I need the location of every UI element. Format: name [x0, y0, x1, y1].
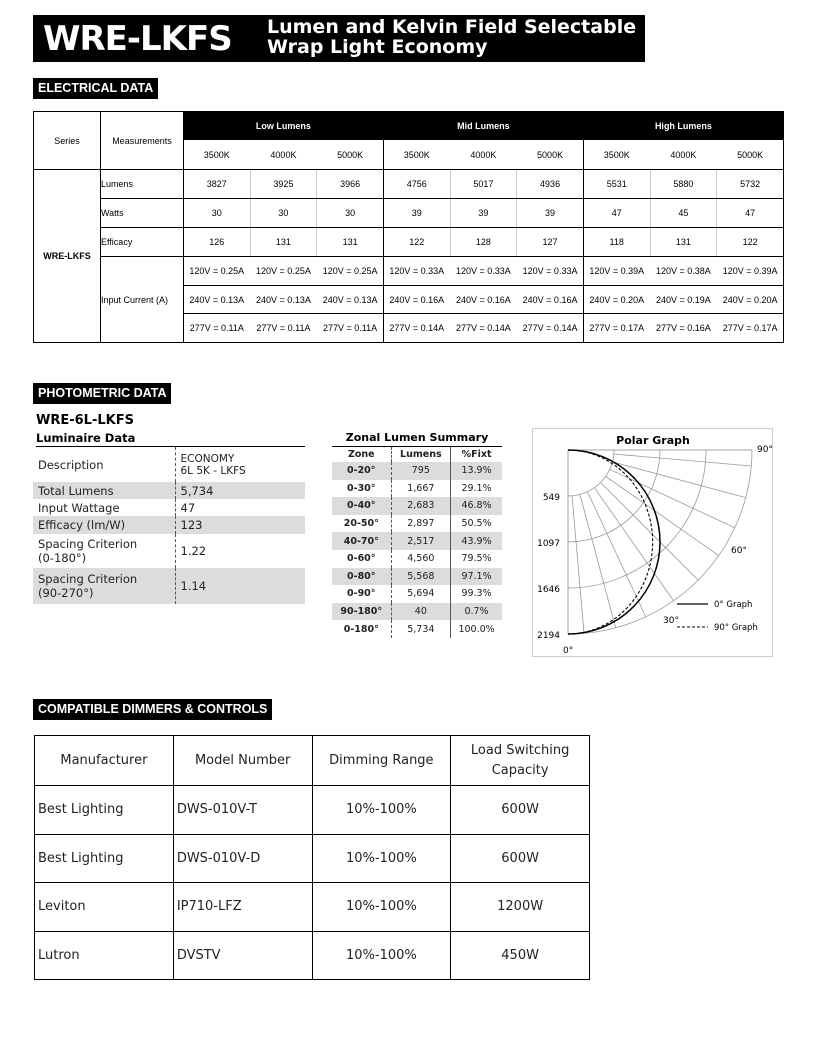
- luminaire-value-line: 1.14: [180, 579, 207, 593]
- dimmer-cell: Best Lighting: [35, 834, 174, 883]
- zonal-row: [332, 497, 502, 515]
- luminaire-row: [33, 568, 305, 604]
- color-temp-cell: 4000K: [450, 140, 517, 170]
- dimmer-row: [35, 931, 590, 980]
- title-banner: [33, 15, 645, 62]
- zonal-cell: 79.5%: [461, 553, 492, 565]
- polar-angle-label: 30°: [663, 616, 679, 626]
- measurement-value: 47: [583, 199, 650, 228]
- measurement-value: 5732: [717, 170, 784, 199]
- polar-radial-label: 549: [542, 493, 560, 503]
- measurement-value: 118: [583, 228, 650, 257]
- color-temp-cell: 3500K: [383, 140, 450, 170]
- input-current-value: 240V = 0.13A: [317, 285, 384, 314]
- luminaire-row: [33, 499, 305, 516]
- photometric-data-heading: PHOTOMETRIC DATA: [33, 383, 171, 404]
- input-current-value: 120V = 0.25A: [250, 257, 317, 286]
- lumen-group-header: High Lumens: [583, 112, 783, 140]
- product-subtitle: [267, 17, 636, 57]
- input-current-value: 240V = 0.16A: [450, 285, 517, 314]
- luminaire-label: [33, 447, 175, 482]
- zonal-cell: 29.1%: [461, 482, 492, 494]
- input-current-value: 277V = 0.14A: [383, 314, 450, 343]
- luminaire-label-line: (90-270°): [38, 586, 94, 600]
- polar-grid-radial: [614, 454, 751, 466]
- dimmers-header: [173, 736, 312, 786]
- input-current-value: 277V = 0.11A: [317, 314, 384, 343]
- zonal-cell: 0-60°: [332, 550, 391, 568]
- polar-angle-label: 90°: [757, 445, 773, 455]
- zonal-header: %Fixt: [461, 449, 492, 460]
- measurement-value: 126: [183, 228, 250, 257]
- measurement-value: 3827: [183, 170, 250, 199]
- measurement-value: 5017: [450, 170, 517, 199]
- dimmers-header-row: [35, 736, 590, 786]
- model-title: WRE-6L-LKFS: [36, 413, 134, 428]
- luminaire-label: [33, 482, 175, 499]
- luminaire-value: [175, 568, 305, 604]
- dimmers-header: [312, 736, 451, 786]
- zonal-cell: 1,667: [391, 480, 451, 498]
- luminaire-label: [33, 568, 175, 604]
- luminaire-label-line: Efficacy (lm/W): [38, 518, 126, 532]
- dimmer-cell: DWS-010V-D: [173, 834, 312, 883]
- luminaire-data-title: Luminaire Data: [36, 431, 305, 447]
- zonal-cell: 40-70°: [332, 532, 391, 550]
- polar-graph-svg: [533, 429, 774, 658]
- dimmer-cell: 1200W: [451, 883, 590, 932]
- luminaire-label: [33, 516, 175, 534]
- dimmer-row: [35, 834, 590, 883]
- zonal-cell: 5,734: [391, 620, 451, 638]
- zonal-cell: 99.3%: [461, 588, 492, 600]
- subtitle-line-1: Lumen and Kelvin Field Selectable: [267, 16, 637, 38]
- zonal-cell: 0-20°: [332, 462, 391, 480]
- input-current-value: 120V = 0.39A: [583, 257, 650, 286]
- electrical-data-table: [33, 111, 784, 343]
- zonal-row: [332, 532, 502, 550]
- measurement-value: 39: [383, 199, 450, 228]
- input-current-value: 120V = 0.33A: [450, 257, 517, 286]
- lumen-group-header: Mid Lumens: [383, 112, 583, 140]
- dimmer-cell: IP710-LFZ: [173, 883, 312, 932]
- dimmers-header-line: Manufacturer: [60, 752, 148, 768]
- zonal-row: [332, 550, 502, 568]
- luminaire-row: [33, 447, 305, 482]
- measurement-label: Lumens: [100, 170, 183, 199]
- polar-grid-radial: [572, 496, 584, 633]
- dimmer-cell: 600W: [451, 786, 590, 835]
- input-current-value: 240V = 0.13A: [183, 285, 250, 314]
- dimmer-cell: Leviton: [35, 883, 174, 932]
- dimmer-cell: 450W: [451, 931, 590, 980]
- measurement-value: 4936: [517, 170, 584, 199]
- zonal-cell: 0.7%: [451, 603, 502, 621]
- zonal-row: [332, 568, 502, 586]
- dimmer-cell: Best Lighting: [35, 786, 174, 835]
- dimmer-cell: 10%-100%: [312, 786, 451, 835]
- polar-radial-label: 2194: [537, 631, 560, 641]
- zonal-header-row: [332, 447, 502, 462]
- polar-legend-label: 0° Graph: [714, 600, 753, 610]
- measurement-value: 122: [383, 228, 450, 257]
- group-header-row: [34, 112, 784, 140]
- measurement-value: 4756: [383, 170, 450, 199]
- input-current-value: 277V = 0.11A: [250, 314, 317, 343]
- series-header: Series: [34, 112, 101, 170]
- luminaire-data-table: [33, 447, 305, 604]
- zonal-cell: 43.9%: [451, 532, 502, 550]
- zonal-row: [332, 515, 502, 533]
- lumen-group-header: Low Lumens: [183, 112, 383, 140]
- measurement-value: 45: [650, 199, 717, 228]
- luminaire-value: [175, 447, 305, 482]
- dimmers-header-line: Capacity: [491, 762, 549, 778]
- measurement-label: Efficacy: [100, 228, 183, 257]
- polar-angle-label: 60°: [731, 546, 747, 556]
- zonal-cell: 97.1%: [451, 568, 502, 586]
- polar-graph: [532, 428, 773, 657]
- input-current-value: 277V = 0.17A: [717, 314, 784, 343]
- dimmers-header-line: Dimming Range: [329, 752, 434, 768]
- luminaire-value: [175, 534, 305, 568]
- zonal-cell: 100.0%: [458, 623, 495, 635]
- dimmers-header-line: Model Number: [194, 752, 291, 768]
- color-temp-cell: 5000K: [317, 140, 384, 170]
- series-name: WRE-LKFS: [34, 170, 101, 343]
- zonal-row: [332, 620, 502, 638]
- measurement-value: 128: [450, 228, 517, 257]
- zonal-cell: 2,897: [391, 515, 451, 533]
- measurement-value: 5531: [583, 170, 650, 199]
- luminaire-value: [175, 482, 305, 499]
- input-current-value: 120V = 0.39A: [717, 257, 784, 286]
- measurement-value: 3925: [250, 170, 317, 199]
- dimmers-header: [451, 736, 590, 786]
- dimmers-table: [34, 735, 590, 980]
- measurement-row: [34, 199, 784, 228]
- dimmer-cell: 10%-100%: [312, 931, 451, 980]
- luminaire-value-line: 47: [180, 500, 196, 515]
- color-temp-cell: 4000K: [250, 140, 317, 170]
- input-current-value: 120V = 0.33A: [383, 257, 450, 286]
- measurement-value: 39: [450, 199, 517, 228]
- measurement-value: 39: [517, 199, 584, 228]
- measurement-value: 30: [250, 199, 317, 228]
- luminaire-value-line: 6L 5K - LKFS: [180, 464, 246, 477]
- polar-title: Polar Graph: [616, 434, 690, 447]
- measurement-value: 127: [517, 228, 584, 257]
- zonal-cell: 4,560: [391, 550, 451, 568]
- input-current-value: 277V = 0.14A: [517, 314, 584, 343]
- color-temp-cell: 3500K: [183, 140, 250, 170]
- input-current-value: 120V = 0.25A: [183, 257, 250, 286]
- zonal-cell: 0-80°: [332, 568, 391, 586]
- zonal-cell: 2,683: [391, 497, 451, 515]
- zonal-row: [332, 462, 502, 480]
- zonal-cell: 5,694: [391, 585, 451, 603]
- input-current-value: 240V = 0.13A: [250, 285, 317, 314]
- color-temp-cell: 5000K: [517, 140, 584, 170]
- zonal-row: [332, 480, 502, 498]
- luminaire-value: [175, 499, 305, 516]
- measurement-value: 131: [317, 228, 384, 257]
- measurement-value: 131: [250, 228, 317, 257]
- measurement-row: [34, 170, 784, 199]
- dimmers-heading: COMPATIBLE DIMMERS & CONTROLS: [33, 699, 272, 720]
- luminaire-value: [175, 516, 305, 534]
- zonal-cell: 50.5%: [461, 518, 492, 530]
- zonal-header: Zone: [332, 447, 391, 462]
- zonal-cell: 20-50°: [332, 515, 391, 533]
- luminaire-label-line: Total Lumens: [38, 483, 114, 498]
- input-current-value: 240V = 0.20A: [717, 285, 784, 314]
- polar-radial-label: 1646: [537, 585, 560, 595]
- dimmer-cell: 600W: [451, 834, 590, 883]
- input-current-value: 120V = 0.25A: [317, 257, 384, 286]
- luminaire-row: [33, 482, 305, 499]
- measurement-value: 30: [183, 199, 250, 228]
- zonal-cell: 5,568: [391, 568, 451, 586]
- luminaire-label-line: Description: [38, 457, 104, 472]
- zonal-cell: 90-180°: [332, 603, 391, 621]
- luminaire-label: [33, 499, 175, 516]
- subtitle-line-2: Wrap Light Economy: [267, 36, 488, 58]
- dimmer-cell: DWS-010V-T: [173, 786, 312, 835]
- input-current-label: Input Current (A): [100, 257, 183, 343]
- input-current-value: 277V = 0.16A: [650, 314, 717, 343]
- polar-angle-label: 0°: [563, 646, 574, 656]
- zonal-cell: 0-30°: [332, 480, 391, 498]
- product-code: WRE-LKFS: [43, 19, 232, 59]
- dimmer-row: [35, 786, 590, 835]
- luminaire-value-line: ECONOMY: [180, 452, 235, 465]
- measurements-header: Measurements: [100, 112, 183, 170]
- luminaire-row: [33, 516, 305, 534]
- measurement-value: 122: [717, 228, 784, 257]
- luminaire-value-line: 1.22: [180, 544, 207, 558]
- electrical-data-heading: ELECTRICAL DATA: [33, 78, 158, 99]
- luminaire-label-line: Input Wattage: [38, 500, 120, 515]
- measurement-value: 131: [650, 228, 717, 257]
- color-temp-cell: 3500K: [583, 140, 650, 170]
- zonal-summary-title: Zonal Lumen Summary: [332, 431, 502, 447]
- zonal-row: [332, 603, 502, 621]
- input-current-value: 240V = 0.16A: [517, 285, 584, 314]
- measurement-row: [34, 228, 784, 257]
- luminaire-label-line: (0-180°): [38, 551, 87, 565]
- dimmer-cell: 10%-100%: [312, 834, 451, 883]
- input-current-value: 240V = 0.16A: [383, 285, 450, 314]
- zonal-cell: 46.8%: [451, 497, 502, 515]
- color-temp-cell: 4000K: [650, 140, 717, 170]
- zonal-cell: 0-40°: [332, 497, 391, 515]
- measurement-value: 30: [317, 199, 384, 228]
- color-temp-cell: 5000K: [717, 140, 784, 170]
- zonal-cell: 2,517: [391, 532, 451, 550]
- input-current-value: 277V = 0.11A: [183, 314, 250, 343]
- dimmer-row: [35, 883, 590, 932]
- zonal-cell: 0-90°: [332, 585, 391, 603]
- input-current-value: 240V = 0.19A: [650, 285, 717, 314]
- input-current-value: 240V = 0.20A: [583, 285, 650, 314]
- input-current-value: 120V = 0.33A: [517, 257, 584, 286]
- zonal-cell: 13.9%: [451, 462, 502, 480]
- polar-radial-label: 1097: [537, 539, 560, 549]
- zonal-cell: 0-180°: [332, 620, 391, 638]
- dimmers-header-line: Load Switching: [470, 742, 570, 758]
- dimmers-header: [35, 736, 174, 786]
- luminaire-value-line: 5,734: [180, 483, 214, 498]
- measurement-value: 5880: [650, 170, 717, 199]
- zonal-header: Lumens: [391, 447, 451, 462]
- zonal-row: [332, 585, 502, 603]
- input-current-value: 277V = 0.17A: [583, 314, 650, 343]
- luminaire-label: [33, 534, 175, 568]
- polar-legend-label: 90° Graph: [714, 623, 758, 633]
- zonal-lumen-table: [332, 447, 502, 638]
- luminaire-label-line: Spacing Criterion: [38, 572, 138, 586]
- measurement-label: Watts: [100, 199, 183, 228]
- input-current-value: 277V = 0.14A: [450, 314, 517, 343]
- zonal-cell: 795: [391, 462, 451, 480]
- dimmer-cell: 10%-100%: [312, 883, 451, 932]
- luminaire-row: [33, 534, 305, 568]
- dimmer-cell: Lutron: [35, 931, 174, 980]
- dimmer-cell: DVSTV: [173, 931, 312, 980]
- measurement-value: 3966: [317, 170, 384, 199]
- input-current-value: 120V = 0.38A: [650, 257, 717, 286]
- input-current-row: [34, 257, 784, 286]
- zonal-cell: 40: [391, 603, 451, 621]
- luminaire-label-line: Spacing Criterion: [38, 537, 138, 551]
- measurement-value: 47: [717, 199, 784, 228]
- luminaire-value-line: 123: [180, 518, 203, 532]
